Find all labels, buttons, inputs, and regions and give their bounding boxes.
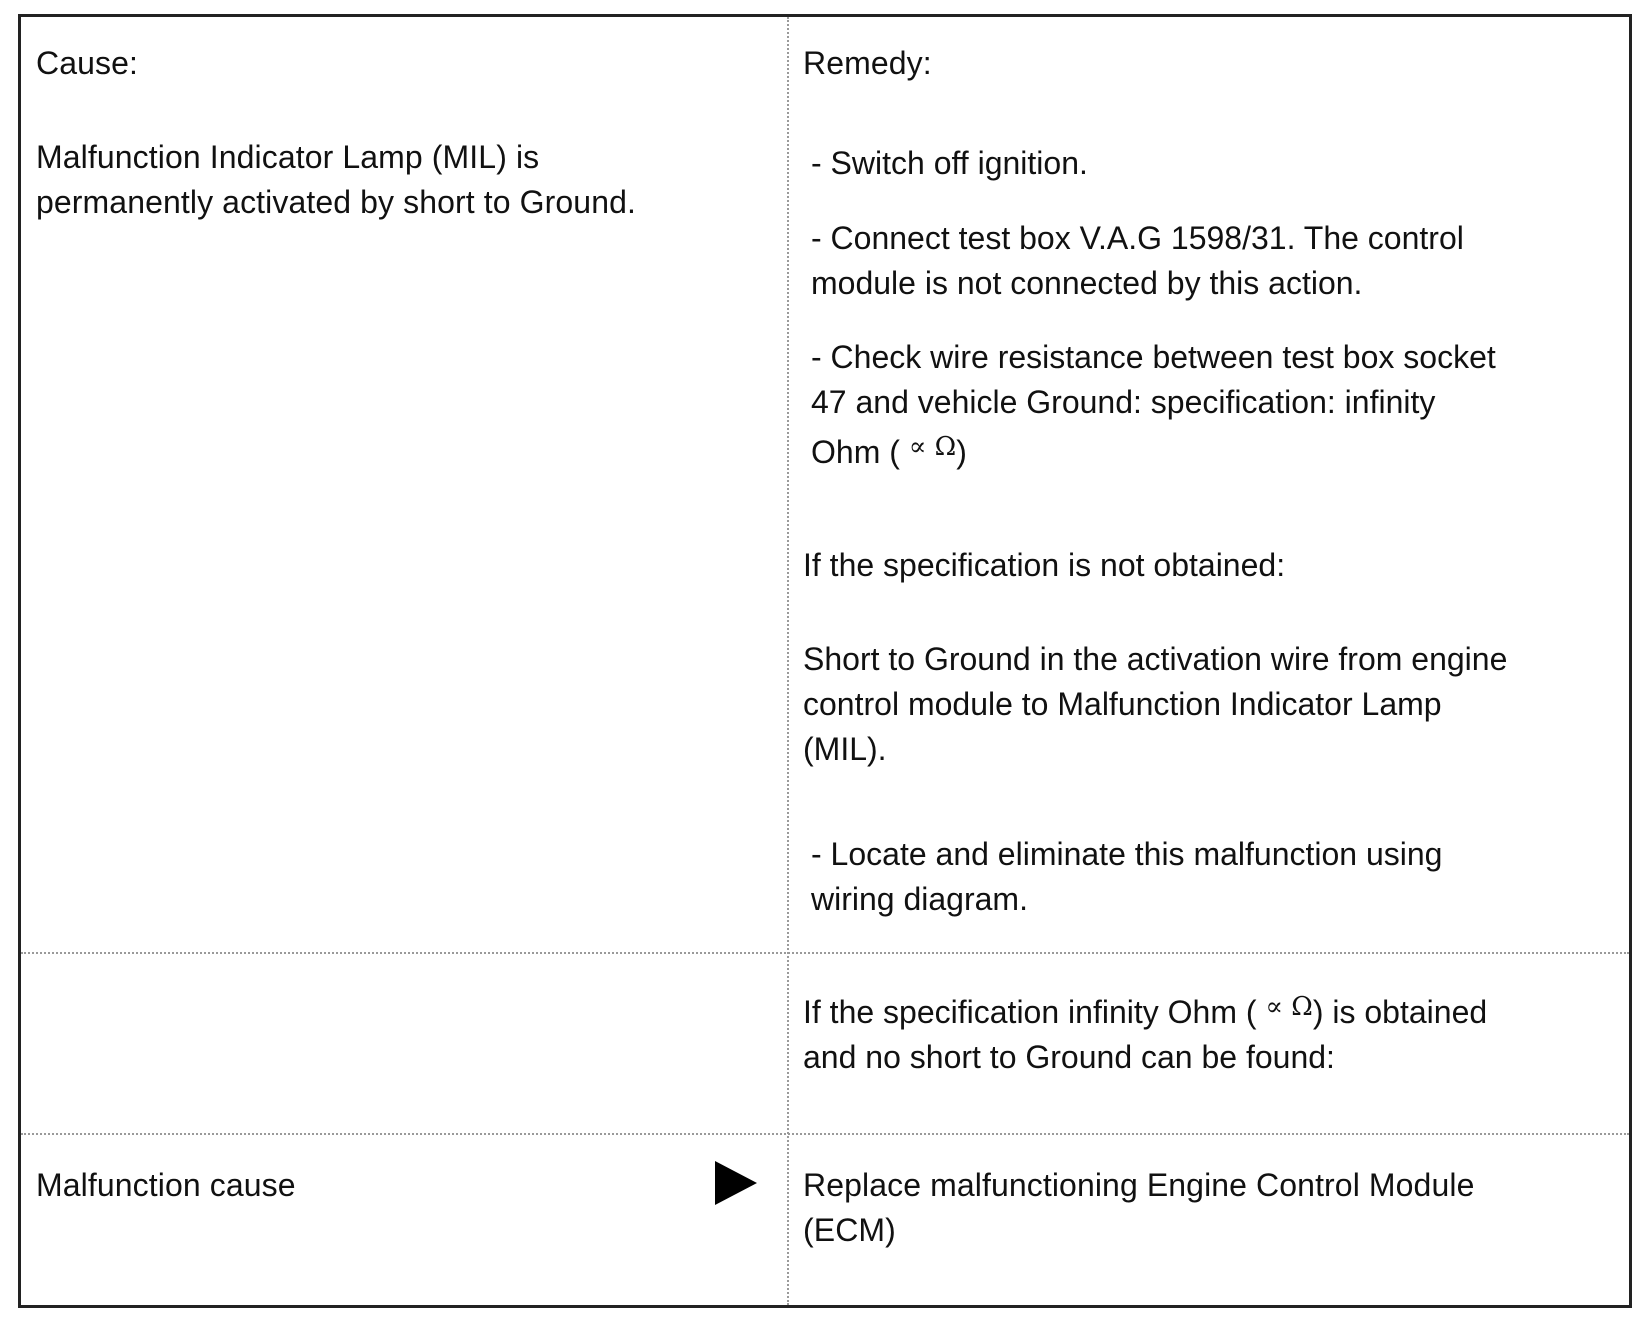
remedy-step-text bbox=[811, 425, 1621, 475]
remedy-step-check-resistance bbox=[803, 335, 1621, 475]
remedy-header: Remedy: bbox=[803, 45, 932, 81]
condition-text: and no short to Ground can be found: bbox=[803, 1039, 1335, 1075]
replace-ecm-remedy bbox=[803, 1163, 1613, 1253]
condition-text: If the specification is not obtained: bbox=[803, 547, 1286, 583]
finding-text: Short to Ground in the activation wire from engine bbox=[803, 641, 1508, 677]
ohm-suffix: ) bbox=[956, 434, 967, 470]
cause-line: permanently activated by short to Ground. bbox=[36, 184, 636, 220]
infinity-ohm-symbol: ∝ Ω bbox=[1265, 992, 1313, 1022]
column-divider bbox=[787, 17, 789, 1305]
condition-prefix: If the specification infinity Ohm ( bbox=[803, 994, 1257, 1030]
infinity-ohm-symbol: ∝ Ω bbox=[908, 432, 957, 462]
remedy-text: (ECM) bbox=[803, 1212, 896, 1248]
remedy-step-text: - Switch off ignition. bbox=[811, 145, 1088, 181]
finding-text: control module to Malfunction Indicator Lamp bbox=[803, 686, 1442, 722]
remedy-step-switch-off bbox=[803, 141, 1621, 186]
remedy-step-locate-eliminate bbox=[803, 832, 1621, 922]
right-triangle-arrow-icon bbox=[715, 1161, 757, 1205]
cause-description bbox=[36, 135, 756, 225]
row-divider bbox=[21, 952, 1629, 954]
remedy-step-text: module is not connected by this action. bbox=[811, 265, 1363, 301]
ohm-prefix: Ohm ( bbox=[811, 434, 900, 470]
row-divider bbox=[21, 1133, 1629, 1135]
remedy-text: Replace malfunctioning Engine Control Module bbox=[803, 1167, 1475, 1203]
condition-not-obtained bbox=[803, 543, 1613, 588]
remedy-step-text: wiring diagram. bbox=[811, 881, 1028, 917]
cause-remedy-table bbox=[18, 14, 1632, 1308]
finding-short-to-ground bbox=[803, 637, 1613, 772]
condition-obtained bbox=[803, 985, 1613, 1080]
condition-text bbox=[803, 985, 1613, 1035]
remedy-step-text: 47 and vehicle Ground: specification: infinity bbox=[811, 384, 1436, 420]
malfunction-cause-label: Malfunction cause bbox=[36, 1167, 296, 1203]
remedy-step-text: - Locate and eliminate this malfunction using bbox=[811, 836, 1443, 872]
cause-header: Cause: bbox=[36, 45, 138, 81]
remedy-step-connect-test-box bbox=[803, 216, 1621, 306]
condition-suffix: ) is obtained bbox=[1312, 994, 1488, 1030]
cause-line: Malfunction Indicator Lamp (MIL) is bbox=[36, 139, 540, 175]
finding-text: (MIL). bbox=[803, 731, 887, 767]
remedy-step-text: - Connect test box V.A.G 1598/31. The control bbox=[811, 220, 1464, 256]
remedy-step-text: - Check wire resistance between test box socket bbox=[811, 339, 1496, 375]
